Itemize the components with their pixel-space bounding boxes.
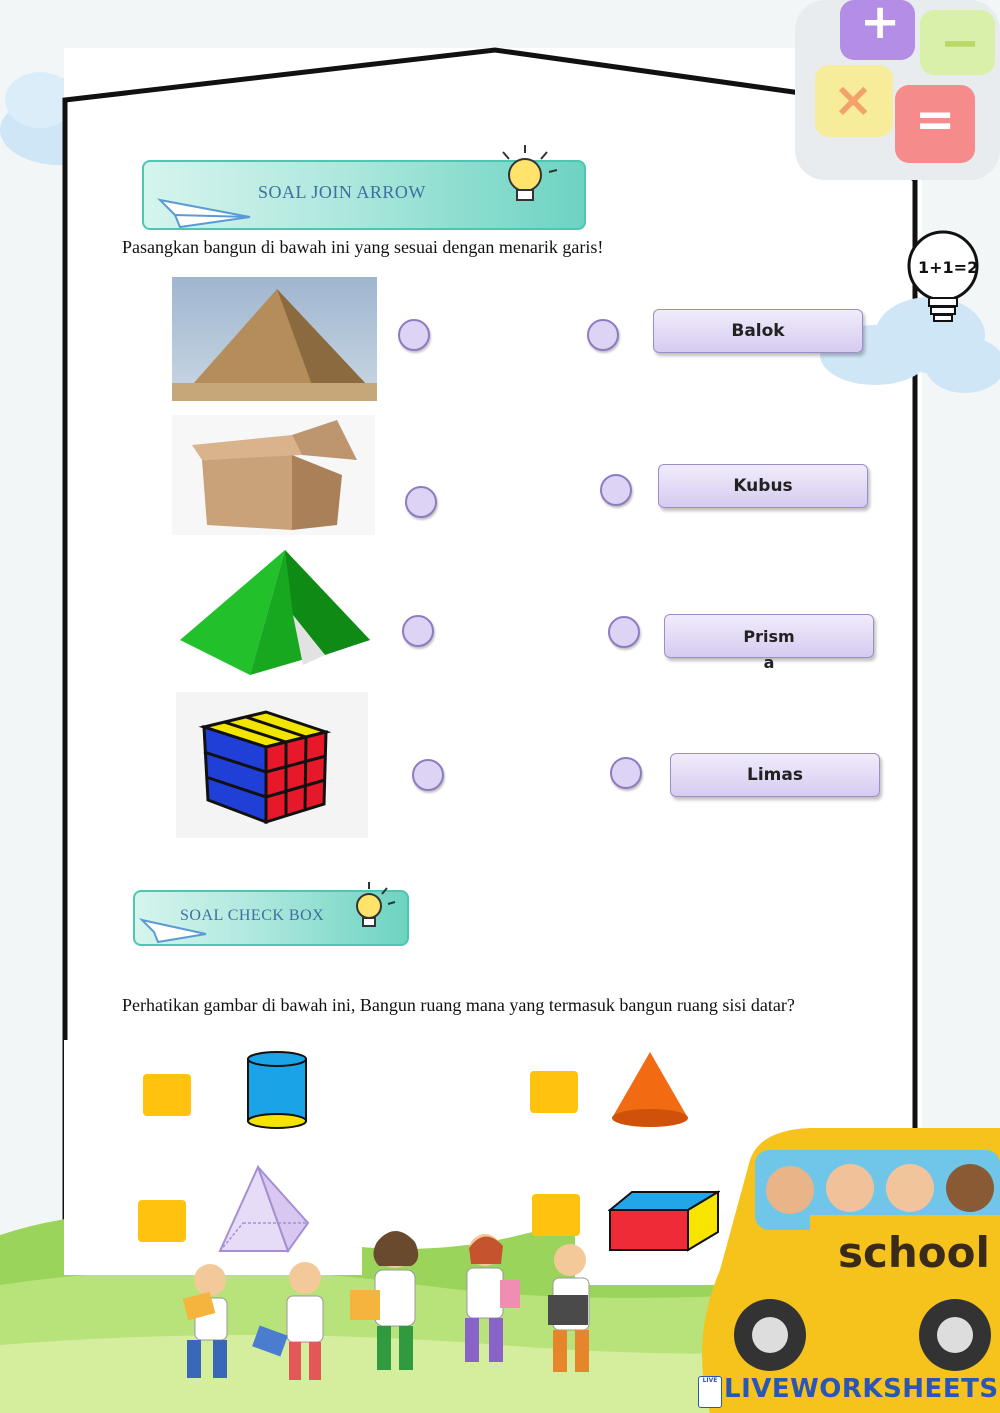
minus-symbol: − bbox=[940, 15, 981, 71]
answer-label-kubus: Kubus bbox=[658, 464, 868, 508]
left-connector-4[interactable] bbox=[412, 759, 444, 791]
tent-image bbox=[175, 545, 373, 678]
liveworksheets-logo[interactable]: LIVEWORKSHEETS bbox=[724, 1374, 999, 1404]
cylinder-shape bbox=[245, 1050, 309, 1130]
join-arrow-title: SOAL JOIN ARROW bbox=[258, 182, 426, 202]
checkbox-cone[interactable] bbox=[530, 1071, 578, 1113]
join-arrow-instruction: Pasangkan bangun di bawah ini yang sesuai dengan menarik garis! bbox=[122, 237, 604, 257]
paper-plane-icon bbox=[140, 185, 260, 235]
left-connector-3[interactable] bbox=[402, 615, 434, 647]
check-box-instruction: Perhatikan gambar di bawah ini, Bangun ruang mana yang termasuk bangun ruang sisi datar? bbox=[122, 995, 795, 1015]
pyramid-photo bbox=[172, 277, 377, 401]
rubiks-cube-photo bbox=[176, 692, 368, 838]
bus-school-text: school bbox=[838, 1228, 990, 1277]
check-box-title: SOAL CHECK BOX bbox=[180, 907, 325, 924]
right-connector-2[interactable] bbox=[600, 474, 632, 506]
children-walking-illustration bbox=[165, 1220, 615, 1390]
idea-bulb-icon-small bbox=[345, 878, 410, 933]
right-connector-1[interactable] bbox=[587, 319, 619, 351]
cone-shape bbox=[608, 1048, 692, 1130]
equals-symbol: = bbox=[915, 92, 956, 148]
liveworksheets-logo-mark bbox=[698, 1376, 722, 1408]
left-connector-2[interactable] bbox=[405, 486, 437, 518]
times-symbol: × bbox=[833, 72, 874, 128]
prisma-label-line2: a bbox=[763, 653, 775, 672]
left-connector-1[interactable] bbox=[398, 319, 430, 351]
right-connector-3[interactable] bbox=[608, 616, 640, 648]
lightbulb-icon bbox=[905, 228, 985, 326]
prisma-label-line1: Prism bbox=[743, 627, 795, 646]
logo-mark-text: LIVE bbox=[702, 1377, 718, 1384]
box-photo bbox=[172, 415, 375, 535]
right-connector-4[interactable] bbox=[610, 757, 642, 789]
answer-label-balok: Balok bbox=[653, 309, 863, 353]
plus-symbol: + bbox=[860, 0, 901, 50]
bulb-equation-text: 1+1=2 bbox=[918, 258, 979, 277]
idea-bulb-icon bbox=[495, 140, 585, 210]
answer-label-limas: Limas bbox=[670, 753, 880, 797]
checkbox-cylinder[interactable] bbox=[143, 1074, 191, 1116]
